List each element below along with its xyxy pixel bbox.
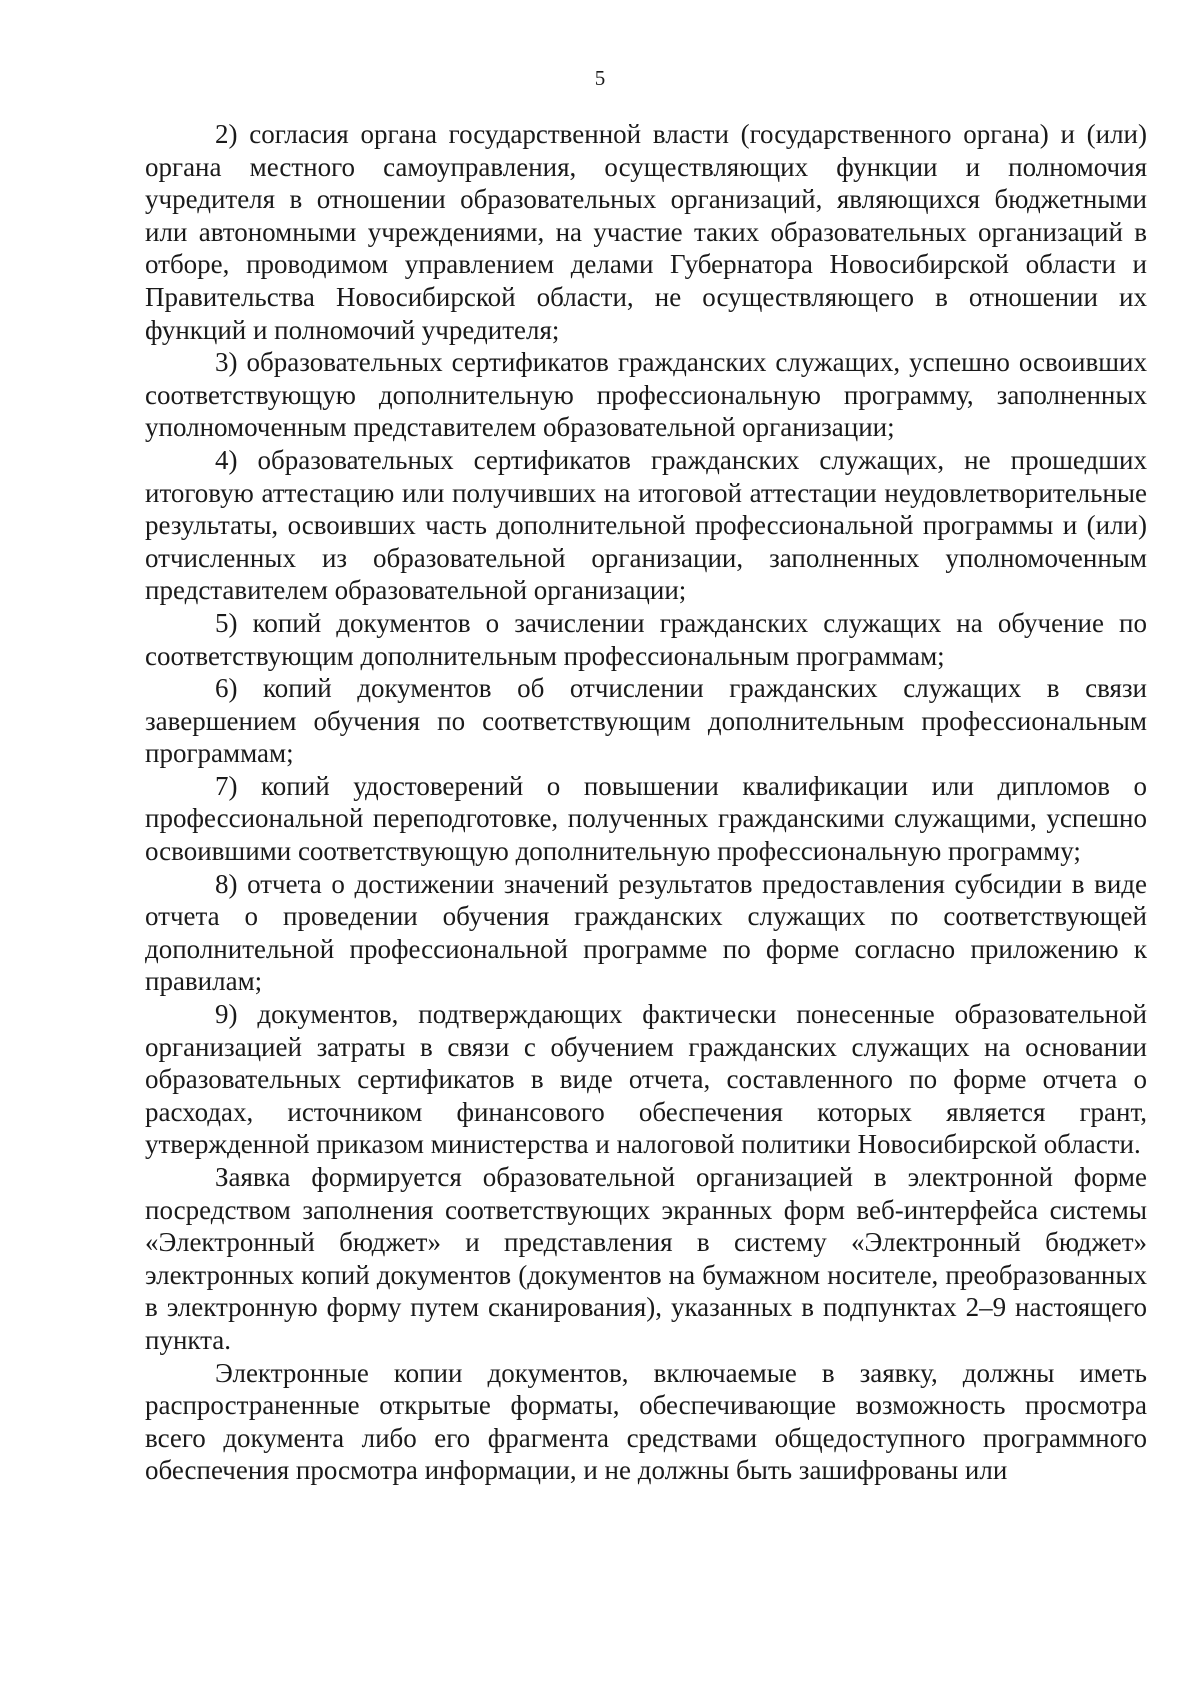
paragraph-item-7: 7) копий удостоверений о повышении квалификации или дипломов о профессиональной переподготовке, полученных гражданскими служащими, успешно освоившими соответствующую дополнительную профессиональную программу; xyxy=(145,770,1147,867)
paragraph-item-6: 6) копий документов об отчислении гражданских служащих в связи завершением обучения по соответствующим дополнительным профессиональным программам; xyxy=(145,673,1147,769)
paragraph-item-5: 5) копий документов о зачислении гражданских служащих на обучение по соответствующим дополнительным профессиональным программам; xyxy=(145,607,1147,671)
paragraph-item-3: 3) образовательных сертификатов гражданских служащих, успешно освоивших соответствующую дополнительную профессиональную программу, заполненных уполномоченным представителем образовательной организации; xyxy=(145,347,1147,443)
paragraph-item-2: 2) согласия органа государственной власти (государственного органа) и (или) органа местного самоуправления, осуществляющих функции и полномочия учредителя в отношении образовательных организаций, являющихся бюджетными или автономными учреждениями, на участие таких образовательных организаций в отборе, проводимом управлением делами Губернатора Новосибирской области и Правительства Новосибирской области, не осуществляющего в отношении их функций и полномочий учредителя; xyxy=(145,119,1147,345)
paragraph-item-9: 9) документов, подтверждающих фактически понесенные образовательной организацией затраты в связи с обучением гражданских служащих на основании образовательных сертификатов в виде отчета, составленного по форме отчета о расходах, источником финансового обеспечения которых является грант, утвержденной приказом министерства и налоговой политики Новосибирской области. xyxy=(145,999,1147,1160)
paragraph-item-8: 8) отчета о достижении значений результатов предоставления субсидии в виде отчета о проведении обучения гражданских служащих по соответствующей дополнительной профессиональной программе по форме согласно приложению к правилам; xyxy=(145,868,1147,997)
paragraph-application-form: Заявка формируется образовательной организацией в электронной форме посредством заполнения соответствующих экранных форм веб-интерфейса системы «Электронный бюджет» и представления в систему «Электронный бюджет» электронных копий документов (документов на бумажном носителе, преобразованных в электронную форму путем сканирования), указанных в подпунктах 2–9 настоящего пункта. xyxy=(145,1162,1147,1355)
page-number: 5 xyxy=(594,66,606,90)
document-body xyxy=(145,118,1147,1487)
paragraph-item-4: 4) образовательных сертификатов гражданских служащих, не прошедших итоговую аттестацию или получивших на итоговой аттестации неудовлетворительные результаты, освоивших часть дополнительной профессиональной программы и (или) отчисленных из образовательной организации, заполненных уполномоченным представителем образовательной организации; xyxy=(145,444,1147,606)
paragraph-electronic-copies: Электронные копии документов, включаемые в заявку, должны иметь распространенные открытые форматы, обеспечивающие возможность просмотра всего документа либо его фрагмента средствами общедоступного программного обеспечения просмотра информации, и не должны быть зашифрованы или xyxy=(145,1357,1147,1486)
